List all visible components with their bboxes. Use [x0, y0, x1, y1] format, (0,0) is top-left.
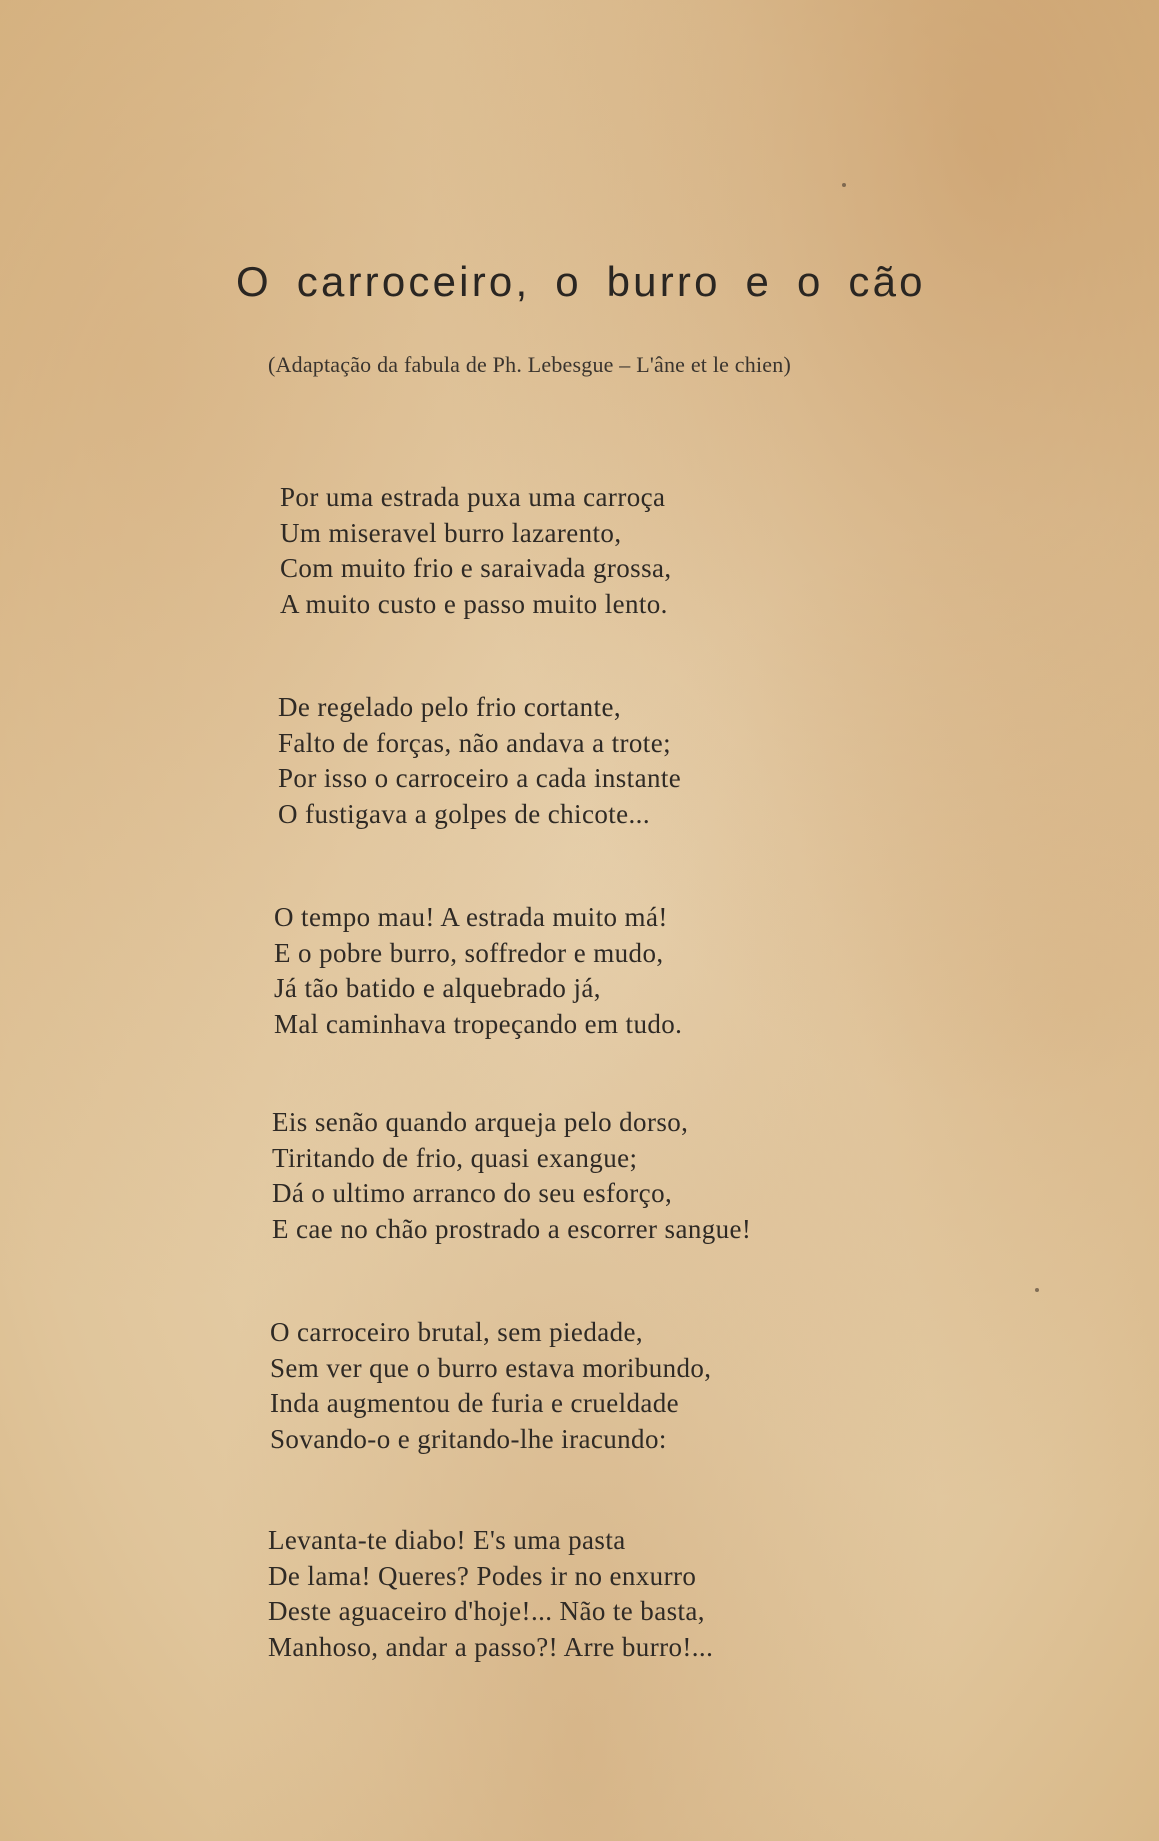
verse-line: Por uma estrada puxa uma carroça	[280, 482, 666, 512]
verse-line: E cae no chão prostrado a escorrer sangue!	[272, 1213, 752, 1244]
verse-line: Já tão batido e alquebrado já,	[274, 973, 601, 1003]
verse-line: Com muito frio e saraivada grossa,	[280, 553, 672, 583]
verse-line: Tiritando de frio, quasi exangue;	[272, 1142, 638, 1173]
stanza-6	[268, 1523, 713, 1665]
verse-line: Dá o ultimo arranco do seu esforço,	[272, 1178, 673, 1208]
verse-line: O fustigava a golpes de chicote...	[278, 798, 650, 829]
verse-line: O tempo mau! A estrada muito má!	[274, 902, 668, 932]
stanza-3	[274, 900, 682, 1042]
verse-line: Levanta-te diabo! E's uma pasta	[268, 1525, 626, 1555]
verse-line: De lama! Queres? Podes ir no enxurro	[268, 1560, 697, 1591]
verse-line: Por isso o carroceiro a cada instante	[278, 763, 682, 793]
stanza-4	[272, 1105, 751, 1247]
verse-line: Deste aguaceiro d'hoje!... Não te basta,	[268, 1596, 705, 1626]
stanza-1	[280, 480, 672, 622]
verse-line: Sem ver que o burro estava moribundo,	[270, 1352, 712, 1383]
verse-line: Falto de forças, não andava a trote;	[278, 727, 671, 758]
poem-title: O carroceiro, o burro e o cão	[236, 258, 926, 305]
poem-subtitle: (Adaptação da fabula de Ph. Lebesgue – L'âne et le chien)	[268, 352, 791, 377]
verse-line: Mal caminhava tropeçando em tudo.	[274, 1008, 683, 1039]
verse-line: Manhoso, andar a passo?! Arre burro!...	[268, 1631, 714, 1662]
verse-line: Inda augmentou de furia e crueldade	[270, 1388, 680, 1418]
verse-line: A muito custo e passo muito lento.	[280, 588, 668, 619]
verse-line: O carroceiro brutal, sem piedade,	[270, 1317, 644, 1347]
stanza-2	[278, 690, 681, 832]
verse-line: Um miseravel burro lazarento,	[280, 517, 622, 548]
ink-speck	[842, 183, 846, 187]
verse-line: E o pobre burro, soffredor e mudo,	[274, 937, 664, 968]
verse-line: Eis senão quando arqueja pelo dorso,	[272, 1107, 689, 1137]
verse-line: De regelado pelo frio cortante,	[278, 692, 621, 722]
stanza-5	[270, 1315, 711, 1457]
ink-speck	[1035, 1288, 1039, 1292]
verse-line: Sovando-o e gritando-lhe iracundo:	[270, 1423, 667, 1454]
